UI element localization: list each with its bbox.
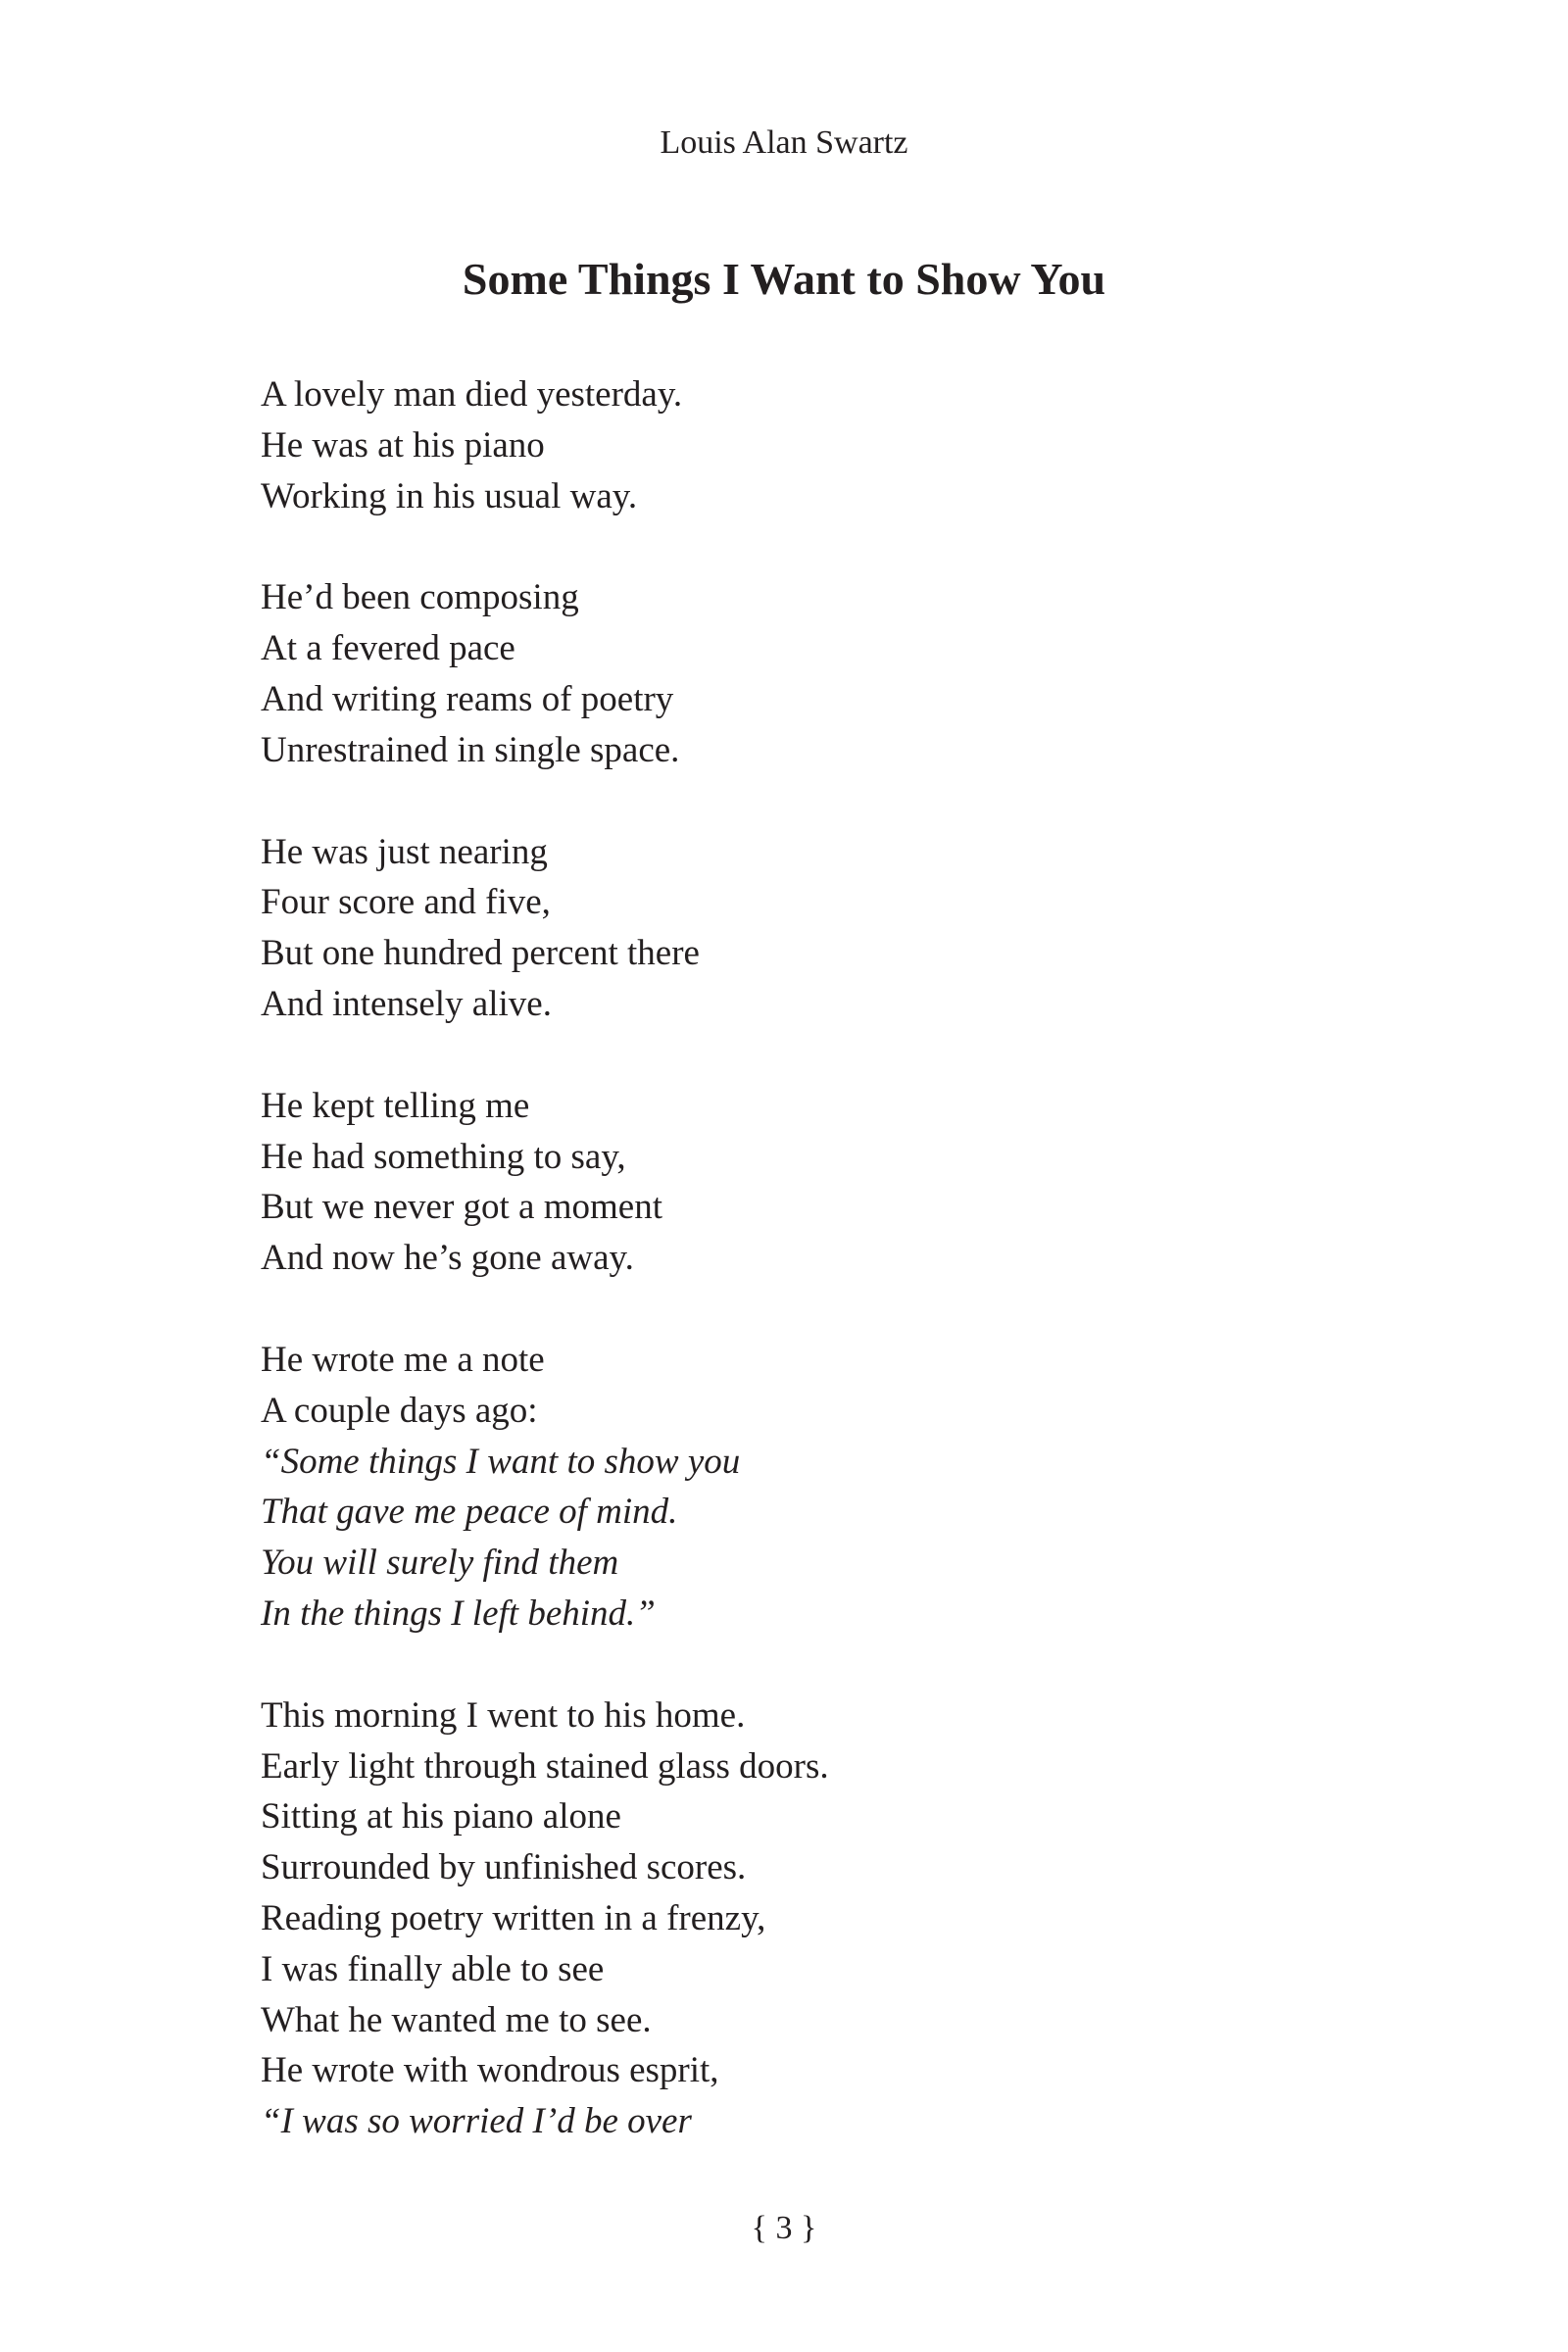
- page-number: { 3 }: [751, 2210, 817, 2246]
- quoted-line: “I was so worried I’d be over: [261, 2101, 692, 2142]
- quoted-note-line: In the things I left behind.”: [261, 1592, 656, 1634]
- poem-line: He was just nearing: [261, 831, 548, 872]
- poem-line: Early light through stained glass doors.: [261, 1745, 829, 1787]
- poem-line: And now he’s gone away.: [261, 1238, 634, 1279]
- poem-line: But we never got a moment: [261, 1187, 662, 1228]
- poem-line: And intensely alive.: [261, 983, 552, 1024]
- poem-line: And writing reams of poetry: [261, 678, 674, 719]
- poem-line: Unrestrained in single space.: [261, 729, 680, 770]
- poem-line: Four score and five,: [261, 882, 551, 923]
- quoted-note-line: That gave me peace of mind.: [261, 1492, 678, 1533]
- poem-line: Reading poetry written in a frenzy,: [261, 1897, 766, 1938]
- running-head-author: Louis Alan Swartz: [660, 124, 908, 161]
- poem-line: He’d been composing: [261, 577, 579, 618]
- poem-line: A lovely man died yesterday.: [261, 374, 683, 415]
- poem-line: This morning I went to his home.: [261, 1694, 746, 1736]
- poem-line: Working in his usual way.: [261, 475, 638, 516]
- stanza-2: [261, 572, 1339, 775]
- stanza-5: [261, 1335, 1339, 1640]
- quoted-note-line: You will surely find them: [261, 1543, 619, 1584]
- poem-line: Sitting at his piano alone: [261, 1796, 621, 1838]
- stanza-1: [261, 369, 1339, 521]
- stanza-6: [261, 1690, 1339, 2147]
- poem-line: Surrounded by unfinished scores.: [261, 1847, 747, 1888]
- poem-line: He kept telling me: [261, 1085, 530, 1126]
- poem-line: But one hundred percent there: [261, 933, 700, 974]
- poem-line: He wrote with wondrous esprit,: [261, 2050, 719, 2091]
- poem-title: Some Things I Want to Show You: [462, 254, 1106, 304]
- quoted-note-line: “Some things I want to show you: [261, 1441, 741, 1482]
- poem-line: A couple days ago:: [261, 1390, 538, 1431]
- poem-line: He wrote me a note: [261, 1339, 545, 1380]
- poem-line: What he wanted me to see.: [261, 1999, 652, 2040]
- stanza-3: [261, 827, 1339, 1030]
- poem-line: I was finally able to see: [261, 1948, 605, 1989]
- stanza-4: [261, 1081, 1339, 1284]
- poem-body: [261, 369, 1339, 2198]
- poem-line: At a fevered pace: [261, 628, 515, 669]
- poem-line: He was at his piano: [261, 424, 545, 466]
- poem-line: He had something to say,: [261, 1136, 626, 1177]
